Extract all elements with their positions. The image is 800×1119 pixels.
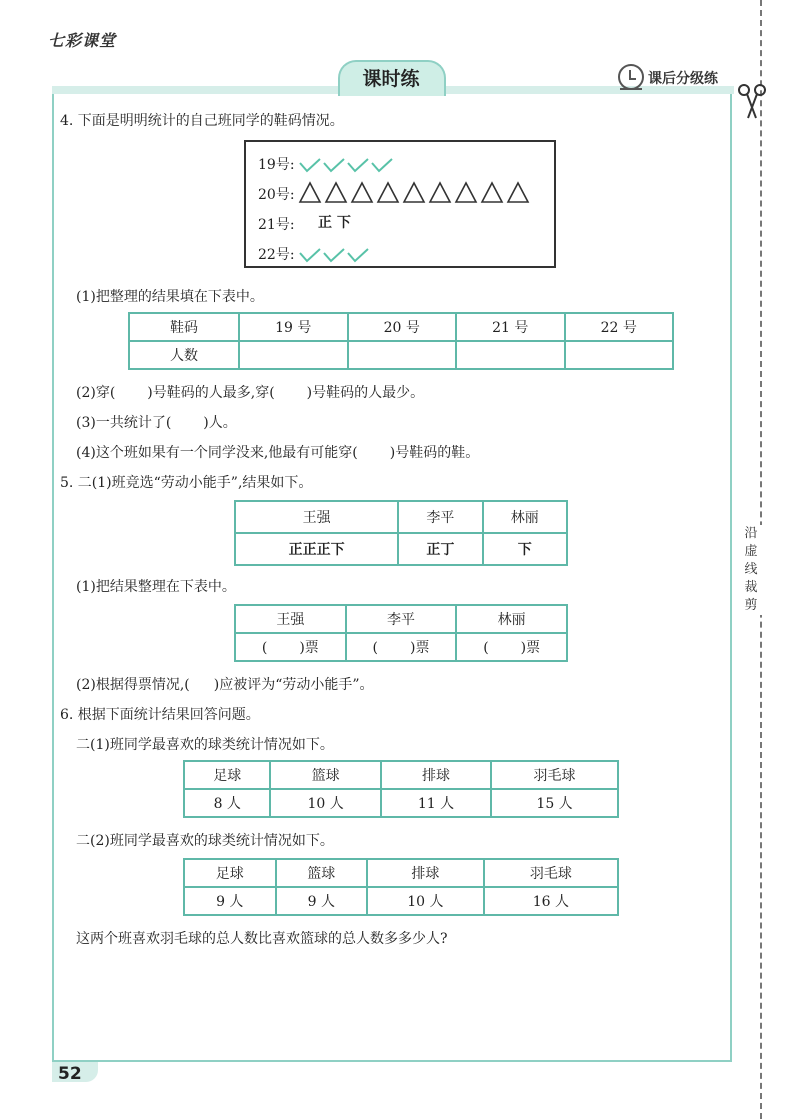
sport-count: 10 人 — [270, 789, 380, 817]
q5-part1: (1)把结果整理在下表中。 — [76, 579, 236, 595]
check-marks — [298, 246, 378, 264]
class2-ball-table — [183, 858, 619, 916]
q6-class2-caption: 二(2)班同学最喜欢的球类统计情况如下。 — [76, 833, 334, 849]
q5-part2-text: )应被评为“劳动小能手”。 — [213, 677, 374, 693]
candidate-name: 林丽 — [483, 501, 567, 533]
q4-part3-text: )人。 — [203, 415, 237, 431]
candidate-name: 李平 — [398, 501, 482, 533]
sport-name: 羽毛球 — [491, 761, 618, 789]
sport-name: 篮球 — [276, 859, 368, 887]
answer-cell[interactable] — [456, 341, 565, 369]
candidate-name: 王强 — [235, 501, 398, 533]
cut-label-char: 裁 — [744, 580, 758, 595]
q5-stem: 5. 二(1)班竞选“劳动小能手”,结果如下。 — [60, 475, 313, 491]
vote-answer-cell[interactable]: ( )票 — [346, 633, 457, 661]
q5-part2-text: (2)根据得票情况,( — [76, 677, 190, 693]
q4-part4 — [76, 442, 479, 462]
cut-label-char: 剪 — [744, 598, 758, 613]
clock-icon-hand — [629, 78, 636, 80]
sport-count: 10 人 — [367, 887, 484, 915]
candidate-name: 王强 — [235, 605, 346, 633]
q4-part2-text: )号鞋码的人最多,穿( — [147, 385, 275, 401]
check-marks — [298, 156, 408, 174]
table-header-cell: 21 号 — [456, 313, 565, 341]
sport-count: 9 人 — [276, 887, 368, 915]
tally-label: 22号: — [258, 247, 295, 263]
table-header-cell: 19 号 — [239, 313, 348, 341]
election-vote-table — [234, 604, 568, 662]
vote-answer-cell[interactable]: ( )票 — [456, 633, 567, 661]
q4-part2-text: )号鞋码的人最少。 — [306, 385, 425, 401]
sport-count: 8 人 — [184, 789, 270, 817]
sport-count: 15 人 — [491, 789, 618, 817]
clock-icon — [618, 64, 644, 90]
sport-name: 排球 — [367, 859, 484, 887]
sport-count: 9 人 — [184, 887, 276, 915]
shoe-size-tally-box — [244, 140, 556, 268]
cut-label — [736, 525, 766, 615]
tally-label: 20号: — [258, 187, 295, 203]
scissors-icon — [736, 82, 768, 120]
election-tally-table — [234, 500, 568, 566]
vote-answer-cell[interactable]: ( )票 — [235, 633, 346, 661]
q4-part2-text: (2)穿( — [76, 385, 116, 401]
candidate-name: 李平 — [346, 605, 457, 633]
q6-class1-caption: 二(1)班同学最喜欢的球类统计情况如下。 — [76, 737, 334, 753]
sport-name: 足球 — [184, 859, 276, 887]
cut-label-char: 沿 — [744, 526, 758, 541]
q4-part4-text: )号鞋码的鞋。 — [389, 445, 480, 461]
triangle-marks — [298, 180, 538, 204]
zheng-tally: 正 下 — [318, 215, 351, 231]
q4-part2 — [76, 382, 424, 402]
sport-name: 足球 — [184, 761, 270, 789]
sport-count: 16 人 — [484, 887, 618, 915]
tally-label: 21号: — [258, 217, 295, 233]
table-header-cell: 20 号 — [348, 313, 457, 341]
table-row-label: 人数 — [129, 341, 239, 369]
q4-part4-text: (4)这个班如果有一个同学没来,他最有可能穿( — [76, 445, 358, 461]
table-header-cell: 22 号 — [565, 313, 674, 341]
candidate-tally: 正正正下 — [235, 533, 398, 565]
answer-cell[interactable] — [348, 341, 457, 369]
sport-name: 篮球 — [270, 761, 380, 789]
q4-part3-text: (3)一共统计了( — [76, 415, 172, 431]
page-number: 52 — [58, 1064, 82, 1084]
cut-label-char: 虚 — [744, 544, 758, 559]
candidate-tally: 下 — [483, 533, 567, 565]
answer-cell[interactable] — [239, 341, 348, 369]
answer-cell[interactable] — [565, 341, 674, 369]
page-title: 课时练 — [362, 68, 420, 90]
q5-part2 — [76, 674, 374, 694]
cut-label-char: 线 — [744, 562, 758, 577]
q6-stem: 6. 根据下面统计结果回答问题。 — [60, 707, 260, 723]
brand-logo: 七彩课堂 — [48, 31, 117, 50]
sport-count: 11 人 — [381, 789, 491, 817]
tally-label: 19号: — [258, 157, 295, 173]
sport-name: 排球 — [381, 761, 491, 789]
shoe-size-table — [128, 312, 674, 370]
q4-part1: (1)把整理的结果填在下表中。 — [76, 289, 264, 305]
candidate-name: 林丽 — [456, 605, 567, 633]
page-subtitle: 课后分级练 — [648, 71, 718, 87]
class1-ball-table — [183, 760, 619, 818]
clock-icon-base — [620, 88, 642, 90]
q6-question: 这两个班喜欢羽毛球的总人数比喜欢篮球的总人数多多少人? — [76, 931, 448, 947]
q4-stem: 4. 下面是明明统计的自己班同学的鞋码情况。 — [60, 113, 344, 129]
candidate-tally: 正丁 — [398, 533, 482, 565]
sport-name: 羽毛球 — [484, 859, 618, 887]
q4-part3 — [76, 412, 237, 432]
table-header-cell: 鞋码 — [129, 313, 239, 341]
